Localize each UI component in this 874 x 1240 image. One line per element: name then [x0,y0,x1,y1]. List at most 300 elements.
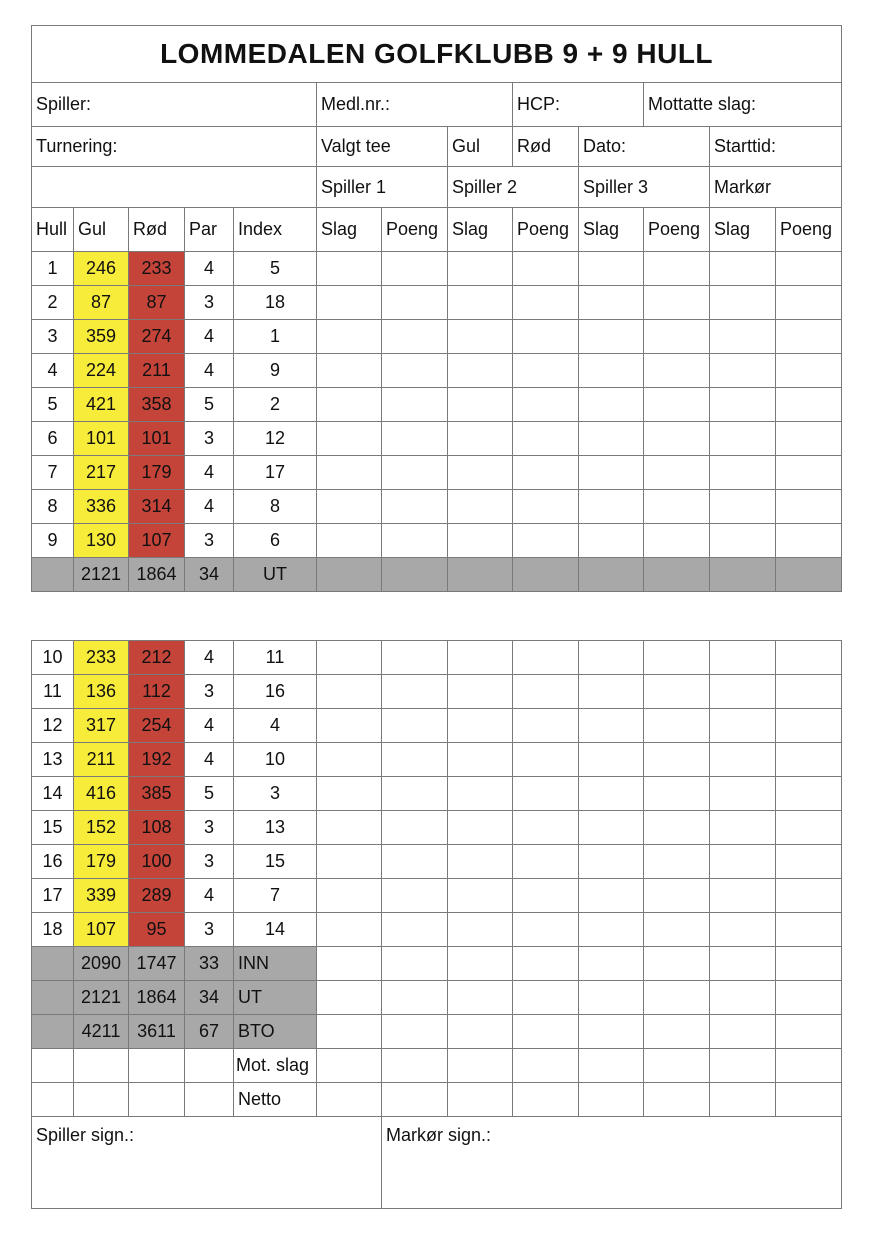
score-cell[interactable] [644,981,710,1015]
score-cell[interactable] [644,947,710,981]
poeng-cell[interactable] [644,524,710,558]
slag-cell[interactable] [448,354,513,388]
hole-number: 18 [32,913,74,947]
poeng-cell[interactable] [513,709,579,743]
slag-cell[interactable] [579,675,644,709]
par-value: 3 [185,811,234,845]
slag-cell[interactable] [579,709,644,743]
poeng-cell[interactable] [776,913,842,947]
hole-row [32,913,842,947]
col-poeng: Poeng [644,208,710,252]
dato-field[interactable]: Dato: [579,127,710,167]
slag-cell[interactable] [579,913,644,947]
poeng-cell[interactable] [776,675,842,709]
slag-cell[interactable] [448,777,513,811]
score-cell[interactable] [710,947,776,981]
score-cell[interactable] [579,981,644,1015]
gul-distance: 87 [74,286,129,320]
score-cell[interactable] [382,558,448,592]
slag-cell[interactable] [448,913,513,947]
poeng-cell[interactable] [382,743,448,777]
poeng-cell[interactable] [776,524,842,558]
score-cell[interactable] [317,558,382,592]
slag-cell[interactable] [317,641,382,675]
par-value: 3 [185,913,234,947]
rod-distance: 385 [129,777,185,811]
ut-total-row [32,558,842,592]
slag-cell[interactable] [579,490,644,524]
score-cell[interactable] [317,1049,382,1083]
slag-cell[interactable] [317,709,382,743]
score-cell[interactable] [448,1015,513,1049]
poeng-cell[interactable] [513,879,579,913]
gul-distance: 136 [74,675,129,709]
total-blank [32,981,74,1015]
score-cell[interactable] [382,1015,448,1049]
index-value: 9 [234,354,317,388]
index-value: 11 [234,641,317,675]
score-cell[interactable] [776,558,842,592]
slag-cell[interactable] [710,490,776,524]
poeng-cell[interactable] [644,913,710,947]
total-blank [32,947,74,981]
poeng-cell[interactable] [382,913,448,947]
poeng-cell[interactable] [513,811,579,845]
score-cell[interactable] [382,1083,448,1117]
poeng-cell[interactable] [513,777,579,811]
index-value: 7 [234,879,317,913]
poeng-cell[interactable] [382,422,448,456]
par-value: 4 [185,490,234,524]
tee-gul-option[interactable]: Gul [448,127,513,167]
score-cell[interactable] [513,981,579,1015]
slag-cell[interactable] [710,388,776,422]
slag-cell[interactable] [317,811,382,845]
gul-distance: 152 [74,811,129,845]
slag-cell[interactable] [579,354,644,388]
ut-rod-total: 1864 [129,558,185,592]
score-cell[interactable] [644,1049,710,1083]
score-cell[interactable] [776,1015,842,1049]
score-cell[interactable] [710,558,776,592]
poeng-cell[interactable] [382,845,448,879]
slag-cell[interactable] [710,777,776,811]
slag-cell[interactable] [579,456,644,490]
poeng-cell[interactable] [644,811,710,845]
index-value: 18 [234,286,317,320]
blank-header-cell [32,167,317,208]
card-title: LOMMEDALEN GOLFKLUBB 9 + 9 HULL [32,26,842,83]
poeng-cell[interactable] [513,524,579,558]
hole-number: 9 [32,524,74,558]
rod-distance: 87 [129,286,185,320]
score-cell[interactable] [710,1049,776,1083]
score-cell[interactable] [513,1083,579,1117]
score-cell[interactable] [513,947,579,981]
rod-distance: 211 [129,354,185,388]
poeng-cell[interactable] [644,354,710,388]
poeng-cell[interactable] [382,811,448,845]
slag-cell[interactable] [710,641,776,675]
par-value: 3 [185,675,234,709]
poeng-cell[interactable] [644,286,710,320]
poeng-cell[interactable] [776,811,842,845]
score-cell[interactable] [776,1083,842,1117]
poeng-cell[interactable] [776,286,842,320]
hole-number: 5 [32,388,74,422]
slag-cell[interactable] [579,388,644,422]
score-cell[interactable] [513,558,579,592]
hole-row [32,490,842,524]
hole-row [32,354,842,388]
score-cell[interactable] [382,947,448,981]
slag-cell[interactable] [710,709,776,743]
slag-cell[interactable] [448,388,513,422]
valgt-tee-label: Valgt tee [317,127,448,167]
poeng-cell[interactable] [644,675,710,709]
gul-distance: 130 [74,524,129,558]
slag-cell[interactable] [448,879,513,913]
gul-distance: 339 [74,879,129,913]
poeng-cell[interactable] [776,743,842,777]
total-blank [32,1015,74,1049]
poeng-cell[interactable] [513,641,579,675]
slag-cell[interactable] [710,320,776,354]
score-cell[interactable] [448,981,513,1015]
slag-cell[interactable] [448,709,513,743]
poeng-cell[interactable] [776,879,842,913]
col-index: Index [234,208,317,252]
inn-rod-total: 1747 [129,947,185,981]
slag-cell[interactable] [710,675,776,709]
spiller3-header: Spiller 3 [579,167,710,208]
poeng-cell[interactable] [382,320,448,354]
poeng-cell[interactable] [513,388,579,422]
poeng-cell[interactable] [382,641,448,675]
poeng-cell[interactable] [644,641,710,675]
col-slag: Slag [448,208,513,252]
score-cell[interactable] [317,1083,382,1117]
hcp-field[interactable]: HCP: [513,83,644,127]
blank-cell [74,1049,129,1083]
starttid-field[interactable]: Starttid: [710,127,842,167]
poeng-cell[interactable] [644,320,710,354]
slag-cell[interactable] [448,675,513,709]
index-value: 12 [234,422,317,456]
poeng-cell[interactable] [644,388,710,422]
slag-cell[interactable] [317,354,382,388]
hole-number: 14 [32,777,74,811]
poeng-cell[interactable] [776,456,842,490]
slag-cell[interactable] [317,320,382,354]
par-value: 4 [185,252,234,286]
hole-number: 16 [32,845,74,879]
poeng-cell[interactable] [382,777,448,811]
index-value: 8 [234,490,317,524]
score-cell[interactable] [579,947,644,981]
gul-distance: 416 [74,777,129,811]
poeng-cell[interactable] [776,777,842,811]
par-value: 3 [185,422,234,456]
col-slag: Slag [317,208,382,252]
poeng-cell[interactable] [382,879,448,913]
slag-cell[interactable] [579,845,644,879]
par-value: 5 [185,388,234,422]
gul-distance: 336 [74,490,129,524]
gul-distance: 211 [74,743,129,777]
slag-cell[interactable] [710,286,776,320]
poeng-cell[interactable] [382,675,448,709]
score-cell[interactable] [776,947,842,981]
markor-signature-field[interactable]: Markør sign.: [382,1117,842,1209]
score-cell[interactable] [317,1015,382,1049]
slag-cell[interactable] [579,811,644,845]
poeng-cell[interactable] [776,490,842,524]
score-cell[interactable] [579,558,644,592]
tee-rod-option[interactable]: Rød [513,127,579,167]
poeng-cell[interactable] [513,743,579,777]
blank-cell [129,1049,185,1083]
slag-cell[interactable] [448,286,513,320]
poeng-cell[interactable] [776,252,842,286]
slag-cell[interactable] [710,913,776,947]
poeng-cell[interactable] [513,913,579,947]
slag-cell[interactable] [448,456,513,490]
index-value: 14 [234,913,317,947]
markor-header: Markør [710,167,842,208]
medlnr-field[interactable]: Medl.nr.: [317,83,513,127]
slag-cell[interactable] [710,811,776,845]
rod-distance: 314 [129,490,185,524]
slag-cell[interactable] [579,879,644,913]
gul-distance: 224 [74,354,129,388]
poeng-cell[interactable] [776,709,842,743]
poeng-cell[interactable] [513,675,579,709]
score-cell[interactable] [644,558,710,592]
inn-gul-total: 2090 [74,947,129,981]
spiller1-header: Spiller 1 [317,167,448,208]
col-poeng: Poeng [513,208,579,252]
slag-cell[interactable] [448,641,513,675]
score-cell[interactable] [644,1015,710,1049]
score-cell[interactable] [710,1083,776,1117]
mot-slag-row [32,1049,842,1083]
bto-total-row [32,1015,842,1049]
score-cell[interactable] [776,981,842,1015]
poeng-cell[interactable] [513,456,579,490]
hole-row [32,286,842,320]
score-cell[interactable] [317,947,382,981]
mottatte-slag-field[interactable]: Mottatte slag: [644,83,842,127]
slag-cell[interactable] [579,524,644,558]
blank-cell [185,1049,234,1083]
score-cell[interactable] [448,947,513,981]
hole-row [32,422,842,456]
poeng-cell[interactable] [382,524,448,558]
poeng-cell[interactable] [776,388,842,422]
col-slag: Slag [579,208,644,252]
slag-cell[interactable] [448,743,513,777]
slag-cell[interactable] [579,286,644,320]
slag-cell[interactable] [317,675,382,709]
col-poeng: Poeng [382,208,448,252]
hole-number: 1 [32,252,74,286]
index-value: 16 [234,675,317,709]
slag-cell[interactable] [579,320,644,354]
slag-cell[interactable] [317,524,382,558]
slag-cell[interactable] [317,388,382,422]
slag-cell[interactable] [448,252,513,286]
score-cell[interactable] [382,981,448,1015]
score-cell[interactable] [382,1049,448,1083]
slag-cell[interactable] [710,879,776,913]
score-cell[interactable] [448,1083,513,1117]
slag-cell[interactable] [317,286,382,320]
inn-par-total: 33 [185,947,234,981]
poeng-cell[interactable] [644,422,710,456]
rod-distance: 289 [129,879,185,913]
spiller-field[interactable]: Spiller: [32,83,317,127]
score-cell[interactable] [579,1083,644,1117]
index-value: 10 [234,743,317,777]
index-value: 3 [234,777,317,811]
slag-cell[interactable] [579,777,644,811]
hole-number: 10 [32,641,74,675]
score-cell[interactable] [579,1015,644,1049]
poeng-cell[interactable] [382,388,448,422]
slag-cell[interactable] [579,252,644,286]
poeng-cell[interactable] [382,354,448,388]
slag-cell[interactable] [317,252,382,286]
rod-distance: 254 [129,709,185,743]
slag-cell[interactable] [448,320,513,354]
ut-label: UT [234,981,317,1015]
score-cell[interactable] [448,1049,513,1083]
slag-cell[interactable] [448,524,513,558]
slag-cell[interactable] [710,524,776,558]
slag-cell[interactable] [710,743,776,777]
slag-cell[interactable] [317,422,382,456]
score-cell[interactable] [513,1049,579,1083]
bto-rod-total: 3611 [129,1015,185,1049]
poeng-cell[interactable] [644,709,710,743]
turnering-field[interactable]: Turnering: [32,127,317,167]
score-cell[interactable] [644,1083,710,1117]
slag-cell[interactable] [710,422,776,456]
slag-cell[interactable] [579,422,644,456]
score-cell[interactable] [317,981,382,1015]
poeng-cell[interactable] [644,490,710,524]
hole-number: 8 [32,490,74,524]
scorecard-back-nine [31,640,842,1209]
poeng-cell[interactable] [644,456,710,490]
ut-gul-total: 2121 [74,558,129,592]
rod-distance: 274 [129,320,185,354]
score-cell[interactable] [579,1049,644,1083]
hole-number: 2 [32,286,74,320]
slag-cell[interactable] [710,354,776,388]
poeng-cell[interactable] [513,422,579,456]
slag-cell[interactable] [579,743,644,777]
slag-cell[interactable] [317,845,382,879]
slag-cell[interactable] [710,252,776,286]
poeng-cell[interactable] [513,490,579,524]
ut-label: UT [234,558,317,592]
blank-cell [32,1049,74,1083]
score-cell[interactable] [710,1015,776,1049]
slag-cell[interactable] [579,641,644,675]
index-value: 6 [234,524,317,558]
poeng-cell[interactable] [644,252,710,286]
rod-distance: 233 [129,252,185,286]
hole-row [32,456,842,490]
poeng-cell[interactable] [776,354,842,388]
scorecard-front-nine [31,25,842,592]
poeng-cell[interactable] [382,490,448,524]
hole-row [32,845,842,879]
slag-cell[interactable] [317,777,382,811]
poeng-cell[interactable] [513,252,579,286]
poeng-cell[interactable] [382,252,448,286]
slag-cell[interactable] [710,845,776,879]
poeng-cell[interactable] [644,879,710,913]
score-cell[interactable] [448,558,513,592]
hole-number: 6 [32,422,74,456]
slag-cell[interactable] [448,490,513,524]
slag-cell[interactable] [448,845,513,879]
spiller-signature-field[interactable]: Spiller sign.: [32,1117,382,1209]
index-value: 4 [234,709,317,743]
poeng-cell[interactable] [382,709,448,743]
poeng-cell[interactable] [776,845,842,879]
poeng-cell[interactable] [382,456,448,490]
slag-cell[interactable] [317,456,382,490]
rod-distance: 212 [129,641,185,675]
poeng-cell[interactable] [513,286,579,320]
gul-distance: 359 [74,320,129,354]
ut-gul-total: 2121 [74,981,129,1015]
slag-cell[interactable] [448,811,513,845]
par-value: 4 [185,879,234,913]
poeng-cell[interactable] [644,743,710,777]
slag-cell[interactable] [710,456,776,490]
hole-row [32,252,842,286]
slag-cell[interactable] [317,490,382,524]
poeng-cell[interactable] [644,845,710,879]
rod-distance: 179 [129,456,185,490]
bto-par-total: 67 [185,1015,234,1049]
slag-cell[interactable] [317,913,382,947]
score-cell[interactable] [513,1015,579,1049]
poeng-cell[interactable] [776,641,842,675]
poeng-cell[interactable] [644,777,710,811]
poeng-cell[interactable] [513,354,579,388]
slag-cell[interactable] [317,879,382,913]
slag-cell[interactable] [448,422,513,456]
slag-cell[interactable] [317,743,382,777]
poeng-cell[interactable] [382,286,448,320]
poeng-cell[interactable] [513,845,579,879]
poeng-cell[interactable] [776,320,842,354]
score-cell[interactable] [710,981,776,1015]
col-hull: Hull [32,208,74,252]
spiller2-header: Spiller 2 [448,167,579,208]
poeng-cell[interactable] [776,422,842,456]
score-cell[interactable] [776,1049,842,1083]
poeng-cell[interactable] [513,320,579,354]
inn-total-row [32,947,842,981]
rod-distance: 100 [129,845,185,879]
